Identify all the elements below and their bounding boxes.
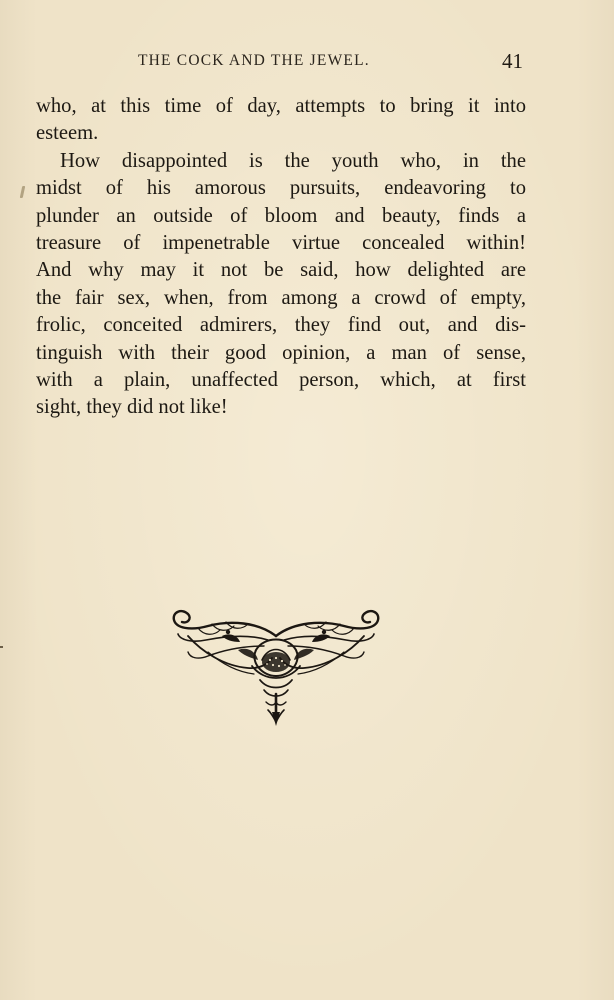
running-head [0,50,614,72]
running-title: THE COCK AND THE JEWEL. [138,52,370,69]
tailpiece-flourish-ornament-icon [168,606,384,726]
text-line: who, at this time of day, attempts to bring it into [36,95,526,117]
margin-mark [20,186,26,198]
edge-mark [0,646,3,648]
text-line: treasure of impenetrable virtue concealed within! [36,231,526,254]
text-line: midst of his amorous pursuits, endeavoring to [36,177,526,200]
text-line: with a plain, unaffected person, which, at first [36,368,526,391]
text-line: How disappointed is the youth who, in the [60,149,526,172]
text-line: tinguish with their good opinion, a man of sense, [36,341,526,364]
text-line: plunder an outside of bloom and beauty, finds a [36,204,526,227]
page-number: 41 [502,49,523,73]
text-line: esteem. [36,122,99,145]
body-text [36,93,526,422]
text-line: sight, they did not like! [36,396,228,419]
text-line: frolic, conceited admirers, they find out, and dis- [36,314,526,337]
text-line: And why may it not be said, how delighted are [36,259,526,282]
text-line: the fair sex, when, from among a crowd of empty, [36,286,526,309]
